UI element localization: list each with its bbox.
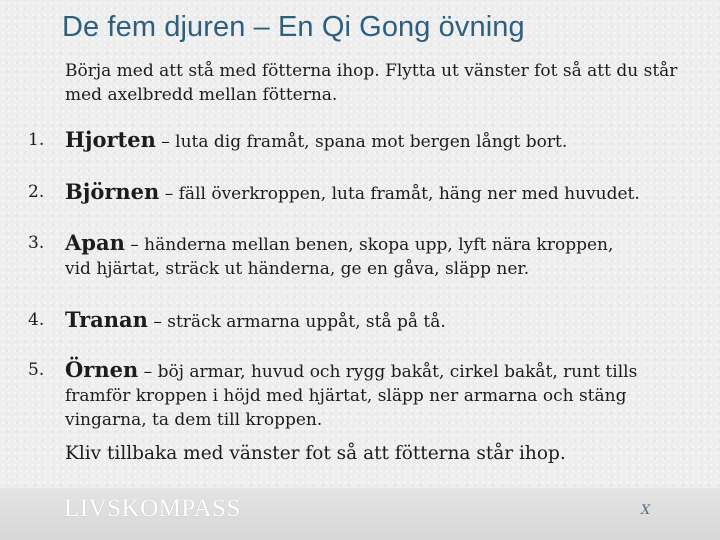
list-item-apan — [28, 231, 708, 281]
item-description-continued: vid hjärtat, sträck ut händerna, ge en gåva, släpp ner. — [65, 259, 530, 279]
animal-name: Hjorten — [65, 127, 156, 152]
animal-name: Björnen — [65, 179, 160, 204]
item-number: 4. — [28, 310, 45, 330]
item-description: – luta dig framåt, spana mot bergen långt bort. — [161, 132, 568, 152]
livskompass-logo: LIVSKOMPASS — [64, 495, 241, 522]
item-description: – händerna mellan benen, skopa upp, lyft nära kroppen, — [130, 235, 614, 255]
item-number: 1. — [28, 130, 45, 150]
closing-instruction: Kliv tillbaka med vänster fot så att fötterna står ihop. — [65, 443, 566, 464]
slide-title: De fem djuren – En Qi Gong övning — [62, 11, 525, 43]
list-item-ornen — [28, 358, 708, 432]
intro-paragraph: Börja med att stå med fötterna ihop. Flytta ut vänster fot så att du står med axelbredd mellan fötterna. — [65, 61, 678, 105]
list-item-bjornen — [28, 180, 708, 206]
animal-name: Apan — [65, 230, 125, 255]
item-description: – fäll överkroppen, luta framåt, häng ner med huvudet. — [164, 184, 640, 204]
list-item-hjorten — [28, 128, 708, 154]
list-item-tranan — [28, 308, 708, 334]
item-number: 3. — [28, 233, 45, 253]
item-description: – böj armar, huvud och rygg bakåt, cirkel bakåt, runt tills — [143, 362, 638, 382]
slide-number: X — [641, 503, 651, 518]
item-number: 2. — [28, 182, 45, 202]
animal-name: Tranan — [65, 307, 148, 332]
item-description-continued: framför kroppen i höjd med hjärtat, släpp ner armarna och stäng vingarna, ta dem till kroppen. — [65, 386, 627, 430]
animal-name: Örnen — [65, 357, 139, 382]
item-number: 5. — [28, 360, 45, 380]
item-description: – sträck armarna uppåt, stå på tå. — [153, 312, 446, 332]
